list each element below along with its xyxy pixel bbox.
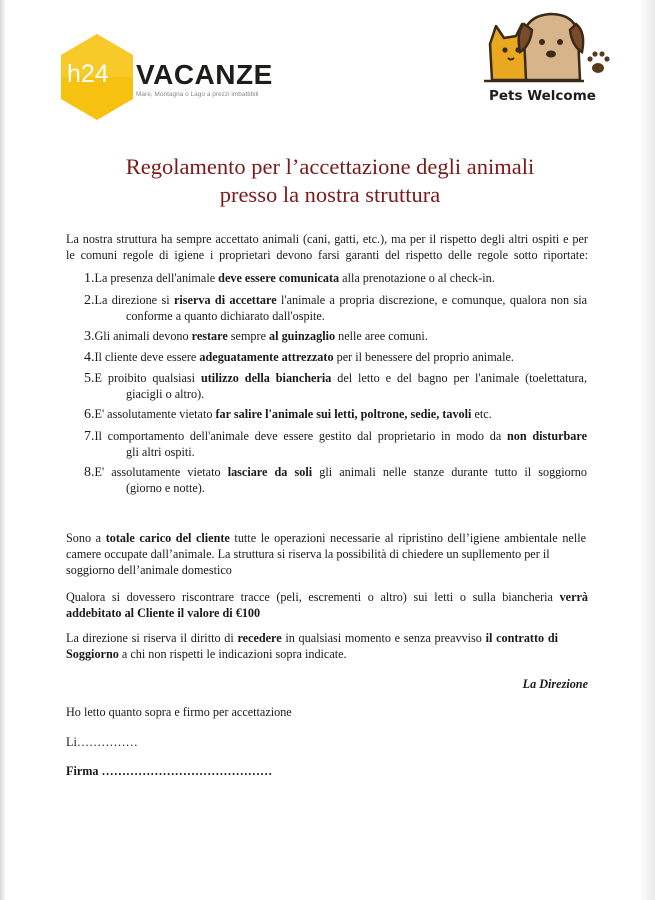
paragraph-contract-line2: Soggiorno a chi non rispetti le indicazioni sopra indicate. [66,647,347,661]
firma-field [66,764,272,779]
acceptance-statement: Ho letto quanto sopra e firmo per accettazione [66,705,292,719]
direzione-signature: La Direzione [522,677,588,691]
logo-mark-text: h24 [67,60,109,88]
firma-label: Firma [66,764,99,778]
paragraph-charge-line1: Qualora si dovessero riscontrare tracce (peli, escrementi o altro) sui letti o sulla biancheria verrà [66,590,588,604]
intro-line1: La nostra struttura ha sempre accettato animali (cani, gatti, etc.), ma per il rispetto degli altri ospiti e per [66,232,588,246]
logo-wordmark: VACANZE [136,59,273,90]
paw-print-icon [587,51,609,73]
paragraph-cleaning-line1: Sono a totale carico del cliente tutte le operazioni necessarie al ripristino dell’igiene ambientale nelle [66,531,587,545]
paragraph-charge-line2: addebitato al Cliente il valore di €100 [66,606,261,620]
document-title-line1: Regolamento per l’accettazione degli animali [125,154,535,179]
firma-line: …………………………………… [101,764,273,778]
intro-line2: le comuni regole di igiene i proprietari devono farsi garanti del rispetto delle regole sotto riportate: [66,248,588,262]
logo-tagline: Mare, Montagna o Lago a prezzi imbattibili [136,91,259,98]
cat-dog-icon [480,6,615,88]
page-edge-shadow-right [639,0,655,900]
paragraph-cleaning-line2: camere occupate dall’animale. La struttura si riserva la possibilità di chiedere un supllemento per il [66,547,550,561]
paragraph-contract-line1: La direzione si riserva il diritto di recedere in qualsiasi momento e senza preavviso il contratto di [66,631,558,645]
page-edge-shadow-left [0,0,6,900]
document-title-line2: presso la nostra struttura [219,182,441,207]
h24-vacanze-logo [58,32,298,122]
paragraph-cleaning-line3: soggiorno dell’animale domestico [66,563,232,577]
place-date-field: Li…………… [66,735,138,749]
pets-welcome-badge [480,6,615,106]
pets-welcome-label: Pets Welcome [489,88,596,104]
